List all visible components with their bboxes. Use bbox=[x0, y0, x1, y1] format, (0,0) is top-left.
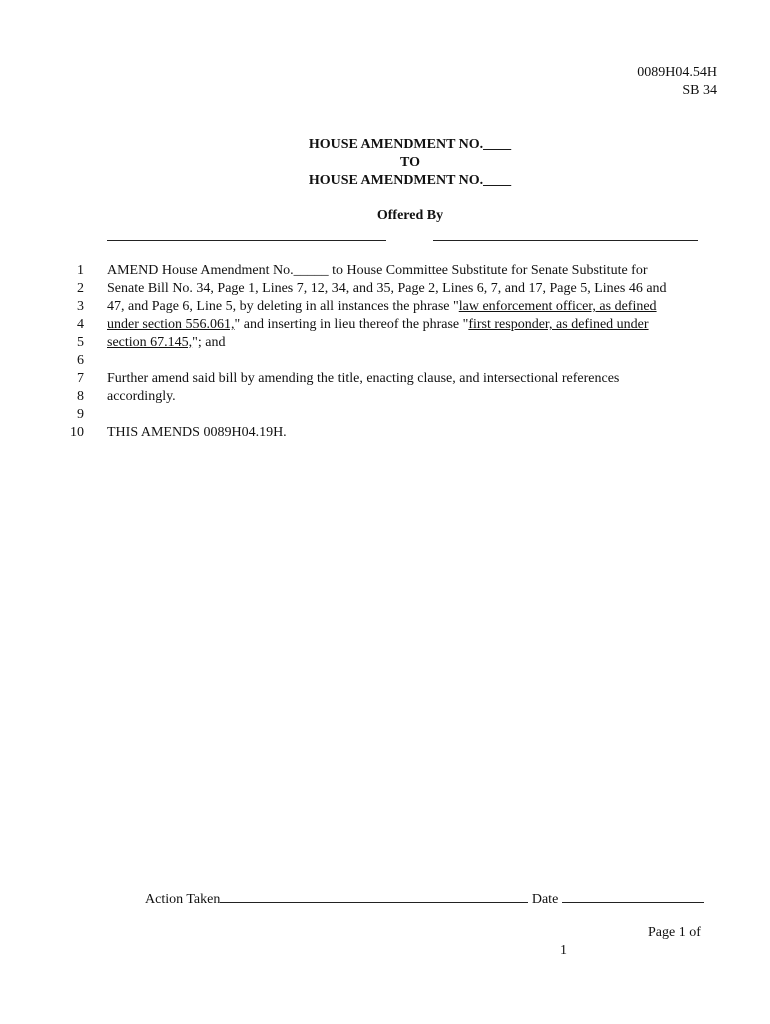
action-taken-blank bbox=[220, 888, 528, 903]
body-line bbox=[0, 388, 770, 406]
body-line bbox=[0, 334, 770, 352]
line-text bbox=[107, 334, 225, 352]
line-number: 2 bbox=[77, 281, 84, 296]
body-line bbox=[0, 298, 770, 316]
line-text bbox=[107, 298, 657, 316]
line-text-segment: "; and bbox=[192, 335, 226, 350]
title-line-1: HOUSE AMENDMENT NO.____ bbox=[308, 137, 512, 152]
signature-line-right bbox=[433, 240, 698, 241]
line-number: 1 bbox=[77, 263, 84, 278]
body-line bbox=[0, 424, 770, 442]
body-line bbox=[0, 316, 770, 334]
document-header bbox=[637, 64, 717, 100]
date-label: Date bbox=[531, 892, 559, 907]
body-line bbox=[0, 280, 770, 298]
line-number: 6 bbox=[77, 353, 84, 368]
line-number: 4 bbox=[77, 317, 84, 332]
line-number: 8 bbox=[77, 389, 84, 404]
underlined-insertion: under section 556.061, bbox=[107, 317, 235, 332]
line-number: 7 bbox=[77, 371, 84, 386]
underlined-insertion: law enforcement officer, as defined bbox=[458, 299, 657, 314]
line-number: 10 bbox=[70, 425, 84, 440]
offered-by-label: Offered By bbox=[376, 208, 444, 223]
date-blank bbox=[562, 888, 704, 903]
underlined-insertion: first responder, as defined under bbox=[468, 317, 649, 332]
title-line-3: HOUSE AMENDMENT NO.____ bbox=[308, 173, 512, 188]
line-text: AMEND House Amendment No._____ to House Committee Substitute for Senate Substitute for bbox=[107, 263, 648, 278]
bill-number: SB 34 bbox=[682, 83, 717, 98]
line-text: Senate Bill No. 34, Page 1, Lines 7, 12, 34, and 35, Page 2, Lines 6, 7, and 17, Page 5, Lines 46 and bbox=[107, 281, 667, 296]
line-text: THIS AMENDS 0089H04.19H. bbox=[107, 425, 287, 440]
body-line bbox=[0, 370, 770, 388]
line-text-segment: " and inserting in lieu thereof the phrase " bbox=[234, 317, 469, 332]
page-total: 1 bbox=[560, 943, 567, 958]
document-code: 0089H04.54H bbox=[637, 65, 717, 80]
line-number: 9 bbox=[77, 407, 84, 422]
line-number: 5 bbox=[77, 335, 84, 350]
action-taken-row bbox=[145, 888, 704, 908]
action-taken-label: Action Taken bbox=[145, 892, 221, 907]
underlined-insertion: section 67.145, bbox=[107, 335, 193, 350]
line-text: Further amend said bill by amending the title, enacting clause, and intersectional references bbox=[107, 371, 620, 386]
amendment-body bbox=[0, 262, 770, 442]
body-line bbox=[0, 406, 770, 424]
body-line bbox=[0, 262, 770, 280]
signature-line-left bbox=[107, 240, 386, 241]
line-number: 3 bbox=[77, 299, 84, 314]
amendment-title bbox=[0, 136, 770, 190]
title-line-2: TO bbox=[400, 155, 420, 170]
line-text bbox=[107, 316, 649, 334]
line-text: accordingly. bbox=[107, 389, 176, 404]
line-text-segment: 47, and Page 6, Line 5, by deleting in all instances the phrase " bbox=[107, 299, 459, 314]
body-line bbox=[0, 352, 770, 370]
page-number-label: Page 1 of bbox=[648, 925, 701, 940]
